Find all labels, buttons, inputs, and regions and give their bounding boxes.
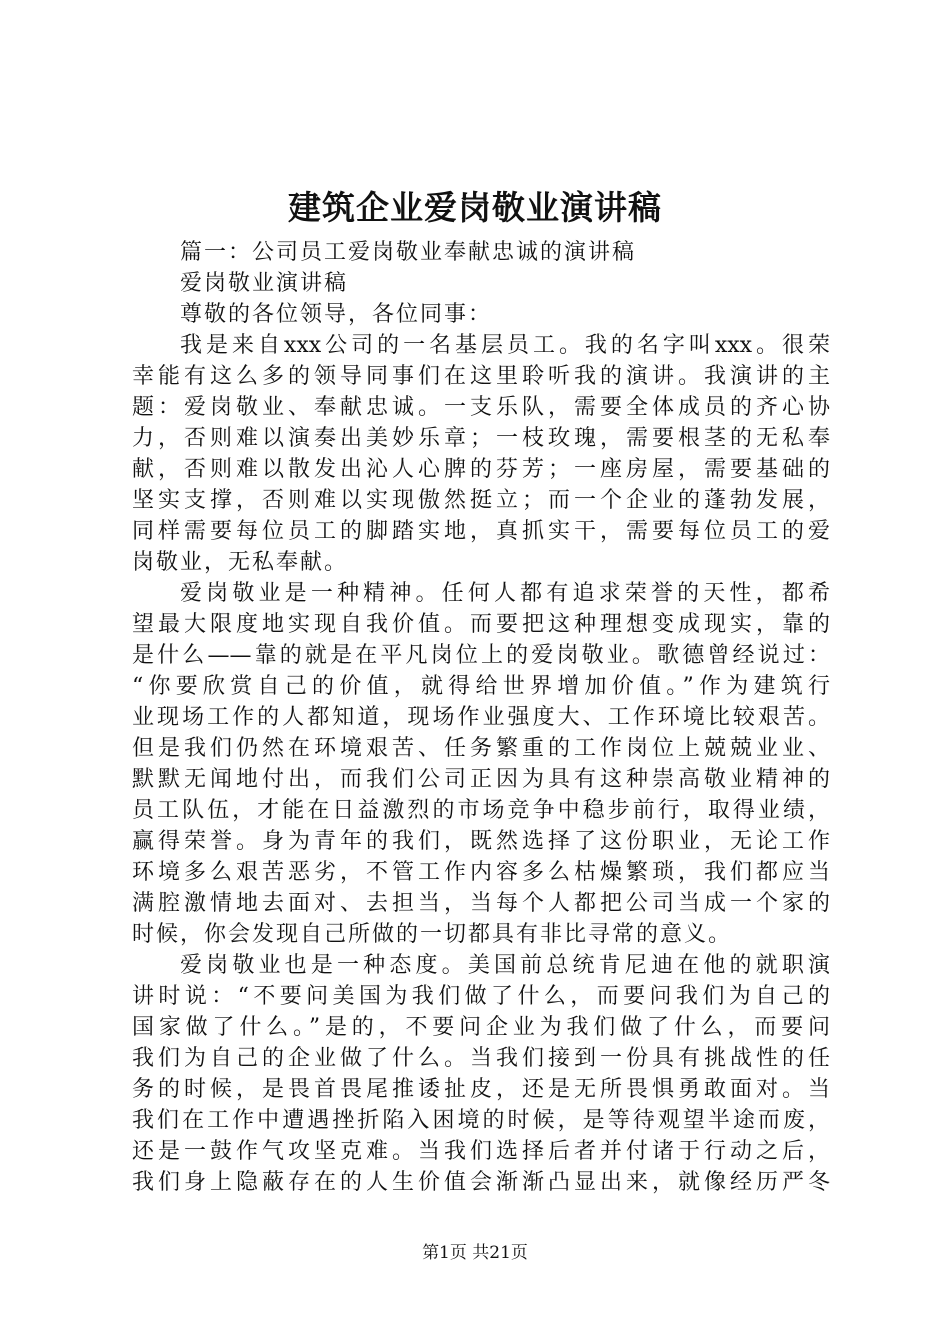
body-text-line: 题：爱岗敬业、奉献忠诚。一支乐队，需要全体成员的齐心协 — [132, 395, 830, 420]
body-text-line: 默默无闻地付出，而我们公司正因为具有这种崇高敬业精神的 — [132, 767, 830, 792]
body-text-line: 环境多么艰苦恶劣，不管工作内容多么枯燥繁琐，我们都应当 — [132, 860, 830, 885]
body-text-line: 爱岗敬业也是一种态度。美国前总统肯尼迪在他的就职演 — [180, 953, 830, 978]
body-text-line: 我们为自己的企业做了什么。当我们接到一份具有挑战性的任 — [132, 1046, 830, 1071]
body-text-line: 爱岗敬业是一种精神。任何人都有追求荣誉的天性，都希 — [180, 581, 830, 606]
body-text-line: 我们在工作中遭遇挫折陷入困境的时候，是等待观望半途而废， — [132, 1108, 830, 1133]
body-text-line: 国家做了什么。”是的，不要问企业为我们做了什么，而要问 — [132, 1015, 830, 1040]
page-footer: 第1页 共21页 — [422, 1243, 528, 1263]
body-text-line: 时候，你会发现自己所做的一切都具有非比寻常的意义。 — [132, 922, 733, 947]
body-text-line: “你要欣赏自己的价值，就得给世界增加价值。”作为建筑行 — [132, 674, 830, 699]
body-text-line: 同样需要每位员工的脚踏实地，真抓实干，需要每位员工的爱 — [132, 519, 830, 544]
body-text-line: 岗敬业，无私奉献。 — [132, 550, 349, 575]
body-text-line: 献，否则难以散发出沁人心脾的芬芳；一座房屋，需要基础的 — [132, 457, 830, 482]
body-text-line: 但是我们仍然在环境艰苦、任务繁重的工作岗位上兢兢业业、 — [132, 736, 830, 761]
document-body — [132, 237, 830, 1198]
body-text-line: 满腔激情地去面对、去担当，当每个人都把公司当成一个家的 — [132, 891, 830, 916]
body-text-line: 赢得荣誉。身为青年的我们，既然选择了这份职业，无论工作 — [132, 829, 830, 854]
body-text-line: 力，否则难以演奏出美妙乐章；一枝玫瑰，需要根茎的无私奉 — [132, 426, 830, 451]
body-text-line: 爱岗敬业演讲稿 — [180, 271, 349, 296]
body-text-line: 是什么——靠的就是在平凡岗位上的爱岗敬业。歌德曾经说过： — [132, 643, 830, 668]
body-text-line: 务的时候，是畏首畏尾推诿扯皮，还是无所畏惧勇敢面对。当 — [132, 1077, 830, 1102]
body-text-line: 坚实支撑，否则难以实现傲然挺立；而一个企业的蓬勃发展， — [132, 488, 830, 513]
body-text-line: 还是一鼓作气攻坚克难。当我们选择后者并付诸于行动之后， — [132, 1139, 830, 1164]
body-text-line: 望最大限度地实现自我价值。而要把这种理想变成现实，靠的 — [132, 612, 830, 637]
body-text-line: 幸能有这么多的领导同事们在这里聆听我的演讲。我演讲的主 — [132, 364, 830, 389]
body-text-line: 员工队伍，才能在日益激烈的市场竞争中稳步前行，取得业绩， — [132, 798, 830, 823]
body-text-line: 我们身上隐蔽存在的人生价值会渐渐凸显出来，就像经历严冬 — [132, 1170, 830, 1195]
document-title: 建筑企业爱岗敬业演讲稿 — [288, 188, 662, 227]
body-text-line: 篇一：公司员工爱岗敬业奉献忠诚的演讲稿 — [180, 240, 637, 265]
body-text-line: 我是来自xxx公司的一名基层员工。我的名字叫xxx。很荣 — [180, 333, 830, 358]
body-text-line: 尊敬的各位领导，各位同事： — [180, 302, 493, 327]
body-text-line: 讲时说：“不要问美国为我们做了什么，而要问我们为自己的 — [132, 984, 830, 1009]
body-text-line: 业现场工作的人都知道，现场作业强度大、工作环境比较艰苦。 — [132, 705, 830, 730]
